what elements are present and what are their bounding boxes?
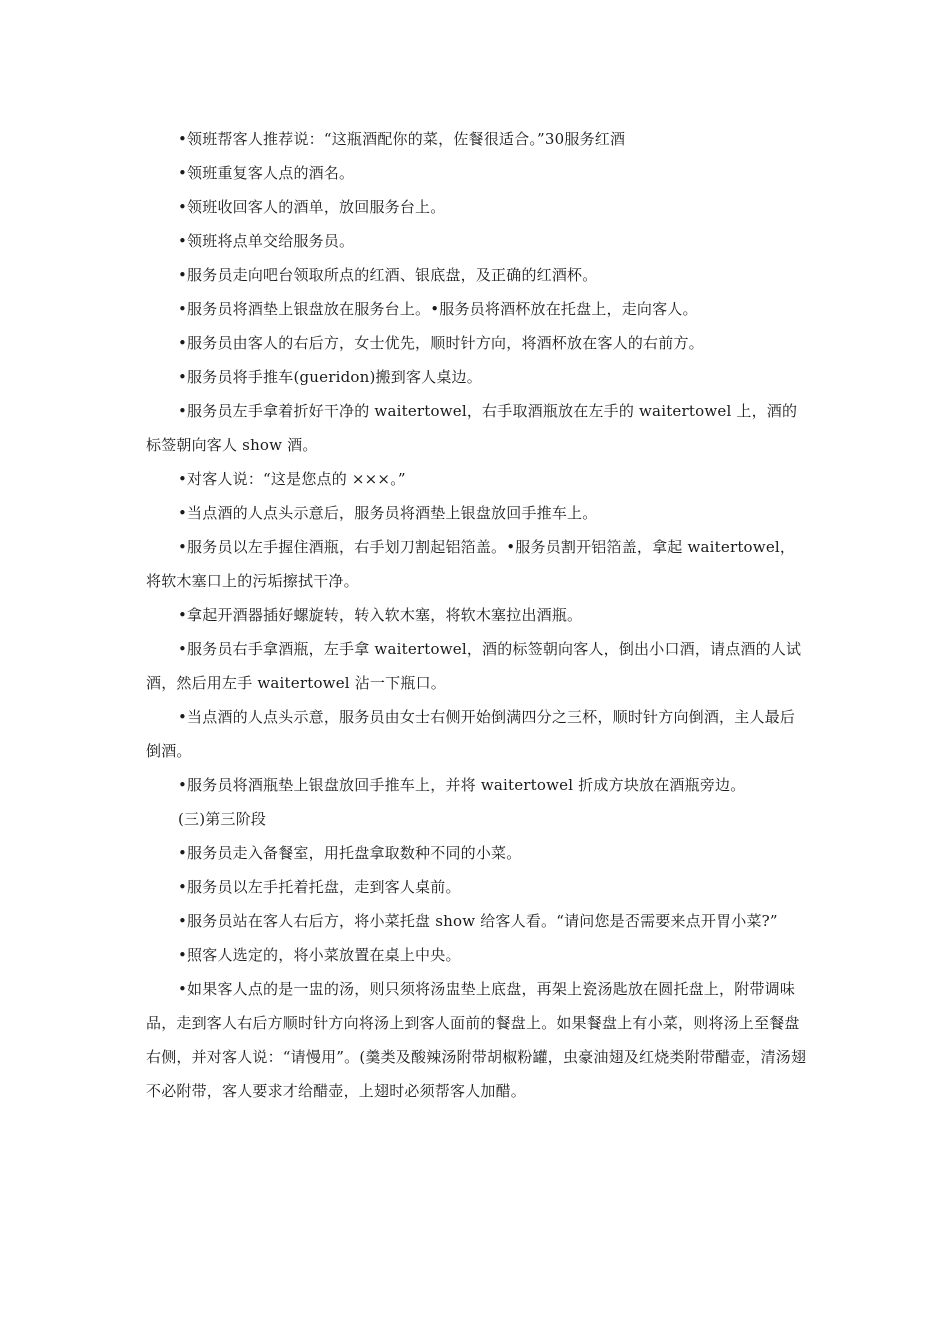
- paragraph: •服务员以左手握住酒瓶，右手划刀割起铝箔盖。•服务员割开铝箔盖，拿起 waitertowel，将软木塞口上的污垢擦拭干净。: [146, 538, 796, 590]
- paragraph: •服务员将酒垫上银盘放在服务台上。•服务员将酒杯放在托盘上，走向客人。: [178, 300, 698, 318]
- paragraph: •领班收回客人的酒单，放回服务台上。: [178, 198, 446, 216]
- paragraph: •如果客人点的是一盅的汤，则只须将汤盅垫上底盘，再架上瓷汤匙放在圆托盘上，附带调味品，走到客人右后方顺时针方向将汤上到客人面前的餐盘上。如果餐盘上有小菜，则将汤上至餐盘右侧，并对客人说：“请慢用”。(羹类及酸辣汤附带胡椒粉罐，虫豪油翅及红烧类附带醋壶，清汤翅不必附带，客人要求才给醋壶，上翅时必须帮客人加醋。: [146, 980, 807, 1100]
- paragraph: •服务员由客人的右后方，女士优先，顺时针方向，将酒杯放在客人的右前方。: [178, 334, 704, 352]
- section-heading: (三)第三阶段: [178, 810, 267, 828]
- paragraph: •服务员将手推车(gueridon)搬到客人桌边。: [178, 368, 482, 386]
- paragraph: •服务员走入备餐室，用托盘拿取数种不同的小菜。: [178, 844, 522, 862]
- paragraph: •服务员走向吧台领取所点的红酒、银底盘，及正确的红酒杯。: [178, 266, 598, 284]
- paragraph: •服务员左手拿着折好干净的 waitertowel，右手取酒瓶放在左手的 waitertowel 上，酒的标签朝向客人 show 酒。: [146, 402, 798, 454]
- paragraph: •服务员以左手托着托盘，走到客人桌前。: [178, 878, 461, 896]
- paragraph: •照客人选定的，将小菜放置在桌上中央。: [178, 946, 461, 964]
- paragraph: •领班帮客人推荐说：“这瓶酒配你的菜，佐餐很适合。”30服务红酒: [178, 130, 626, 148]
- paragraph: •当点酒的人点头示意，服务员由女士右侧开始倒满四分之三杯，顺时针方向倒酒，主人最后倒酒。: [146, 708, 796, 760]
- paragraph: •当点酒的人点头示意后，服务员将酒垫上银盘放回手推车上。: [178, 504, 598, 522]
- paragraph: •拿起开酒器插好螺旋转，转入软木塞，将软木塞拉出酒瓶。: [178, 606, 583, 624]
- paragraph: •领班重复客人点的酒名。: [178, 164, 355, 182]
- paragraph: •服务员将酒瓶垫上银盘放回手推车上，并将 waitertowel 折成方块放在酒瓶旁边。: [178, 776, 746, 794]
- document-body: [146, 122, 810, 1108]
- paragraph: •领班将点单交给服务员。: [178, 232, 355, 250]
- paragraph: •服务员右手拿酒瓶，左手拿 waitertowel，酒的标签朝向客人，倒出小口酒，请点酒的人试酒，然后用左手 waitertowel 沾一下瓶口。: [146, 640, 802, 692]
- paragraph: •服务员站在客人右后方，将小菜托盘 show 给客人看。“请问您是否需要来点开胃小菜?”: [178, 912, 778, 930]
- paragraph: •对客人说：“这是您点的 ×××。”: [178, 470, 406, 488]
